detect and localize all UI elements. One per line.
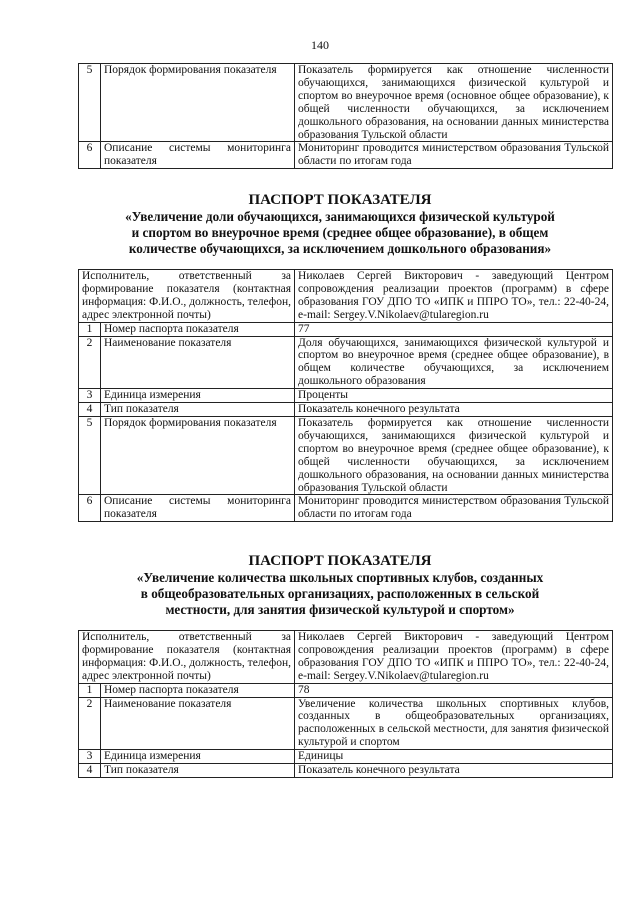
- row-number: 1: [79, 683, 101, 697]
- row-label: Описание системы мониторинга показателя: [101, 142, 295, 169]
- table-row: [79, 270, 613, 323]
- section-title: ПАСПОРТ ПОКАЗАТЕЛЯ: [248, 553, 432, 569]
- row-number: 4: [79, 403, 101, 417]
- indicator-passport-table-78: [78, 630, 613, 778]
- row-number: 3: [79, 389, 101, 403]
- table-row: [79, 750, 613, 764]
- row-label: Единица измерения: [101, 389, 295, 403]
- executor-label: Исполнитель, ответственный за формирование показателя (контактная информация: Ф.И.О., должность, телефон, адрес электронной почты): [79, 631, 295, 684]
- row-number: 5: [79, 64, 101, 142]
- row-value: Показатель конечного результата: [295, 403, 613, 417]
- page-number: 140: [311, 38, 329, 52]
- row-label: Наименование показателя: [101, 336, 295, 389]
- table-row: [79, 631, 613, 684]
- section-subtitle-line: в общеобразовательных организациях, расположенных в сельской: [140, 586, 540, 602]
- table-row: [79, 697, 613, 750]
- passport-heading-78: [60, 553, 620, 619]
- row-label: Тип показателя: [101, 403, 295, 417]
- indicator-passport-table-77: [78, 269, 613, 522]
- executor-value: Николаев Сергей Викторович - заведующий Центром сопровождения реализации проектов (программ) в сфере образования ГОУ ДПО ТО «ИПК и ППРО ТО», тел.: 22-40-24, e-mail: Sergey.V.Nikolaev@tularegion.ru: [295, 631, 613, 684]
- row-label: Номер паспорта показателя: [101, 322, 295, 336]
- row-value: Мониторинг проводится министерством образования Тульской области по итогам года: [295, 142, 613, 169]
- row-number: 6: [79, 142, 101, 169]
- table-row: [79, 142, 613, 169]
- row-number: 2: [79, 697, 101, 750]
- row-label: Тип показателя: [101, 764, 295, 778]
- table-row: [79, 64, 613, 142]
- executor-label: Исполнитель, ответственный за формирование показателя (контактная информация: Ф.И.О., должность, телефон, адрес электронной почты): [79, 270, 295, 323]
- row-label: Порядок формирования показателя: [101, 64, 295, 142]
- row-value: Показатель конечного результата: [295, 764, 613, 778]
- row-value: Доля обучающихся, занимающихся физической культурой и спортом во внеурочное время (среднее общее образование), в общем количестве обучающихся, за исключением дошкольного образования: [295, 336, 613, 389]
- row-label: Наименование показателя: [101, 697, 295, 750]
- table-row: [79, 322, 613, 336]
- passport-heading-77: [60, 192, 620, 258]
- indicator-table-continuation: [78, 63, 613, 169]
- row-label: Порядок формирования показателя: [101, 416, 295, 494]
- table-row: [79, 495, 613, 522]
- table-row: [79, 389, 613, 403]
- row-number: 4: [79, 764, 101, 778]
- table-row: [79, 764, 613, 778]
- section-subtitle-line: и спортом во внеурочное время (среднее общее образование), в общем: [131, 225, 549, 241]
- table-row: [79, 683, 613, 697]
- section-subtitle-line: количестве обучающихся, за исключением дошкольного образования»: [128, 241, 552, 257]
- row-value: Увеличение количества школьных спортивных клубов, созданных в общеобразовательных организациях, расположенных в сельской местности, для занятия физической культурой и спортом: [295, 697, 613, 750]
- section-subtitle-line: «Увеличение количества школьных спортивных клубов, созданных: [136, 570, 544, 585]
- executor-value: Николаев Сергей Викторович - заведующий Центром сопровождения реализации проектов (программ) в сфере образования ГОУ ДПО ТО «ИПК и ППРО ТО», тел.: 22-40-24, e-mail: Sergey.V.Nikolaev@tularegion.ru: [295, 270, 613, 323]
- row-number: 6: [79, 495, 101, 522]
- section-subtitle-line: местности, для занятия физической культурой и спортом»: [165, 602, 515, 618]
- section-subtitle-line: «Увеличение доли обучающихся, занимающихся физической культурой: [125, 209, 555, 224]
- row-value: Показатель формируется как отношение численности обучающихся, занимающихся физической культурой и спортом во внеурочное время (основное общее образование), к общей численности обучающихся, за исключением дошкольного образования, на основании данных министерства образования Тульской области: [295, 64, 613, 142]
- row-label: Описание системы мониторинга показателя: [101, 495, 295, 522]
- row-value: Показатель формируется как отношение численности обучающихся, занимающихся физической культурой и спортом во внеурочное время (среднее общее образование), к общей численности обучающихся, за исключением дошкольного образования, на основании данных министерства образования Тульской области: [295, 416, 613, 494]
- row-value: Мониторинг проводится министерством образования Тульской области по итогам года: [295, 495, 613, 522]
- row-value: Проценты: [295, 389, 613, 403]
- section-title: ПАСПОРТ ПОКАЗАТЕЛЯ: [248, 192, 432, 208]
- row-number: 1: [79, 322, 101, 336]
- table-row: [79, 416, 613, 494]
- row-number: 2: [79, 336, 101, 389]
- row-value: 78: [295, 683, 613, 697]
- row-value: 77: [295, 322, 613, 336]
- row-number: 3: [79, 750, 101, 764]
- row-value: Единицы: [295, 750, 613, 764]
- row-number: 5: [79, 416, 101, 494]
- table-row: [79, 336, 613, 389]
- row-label: Единица измерения: [101, 750, 295, 764]
- row-label: Номер паспорта показателя: [101, 683, 295, 697]
- table-row: [79, 403, 613, 417]
